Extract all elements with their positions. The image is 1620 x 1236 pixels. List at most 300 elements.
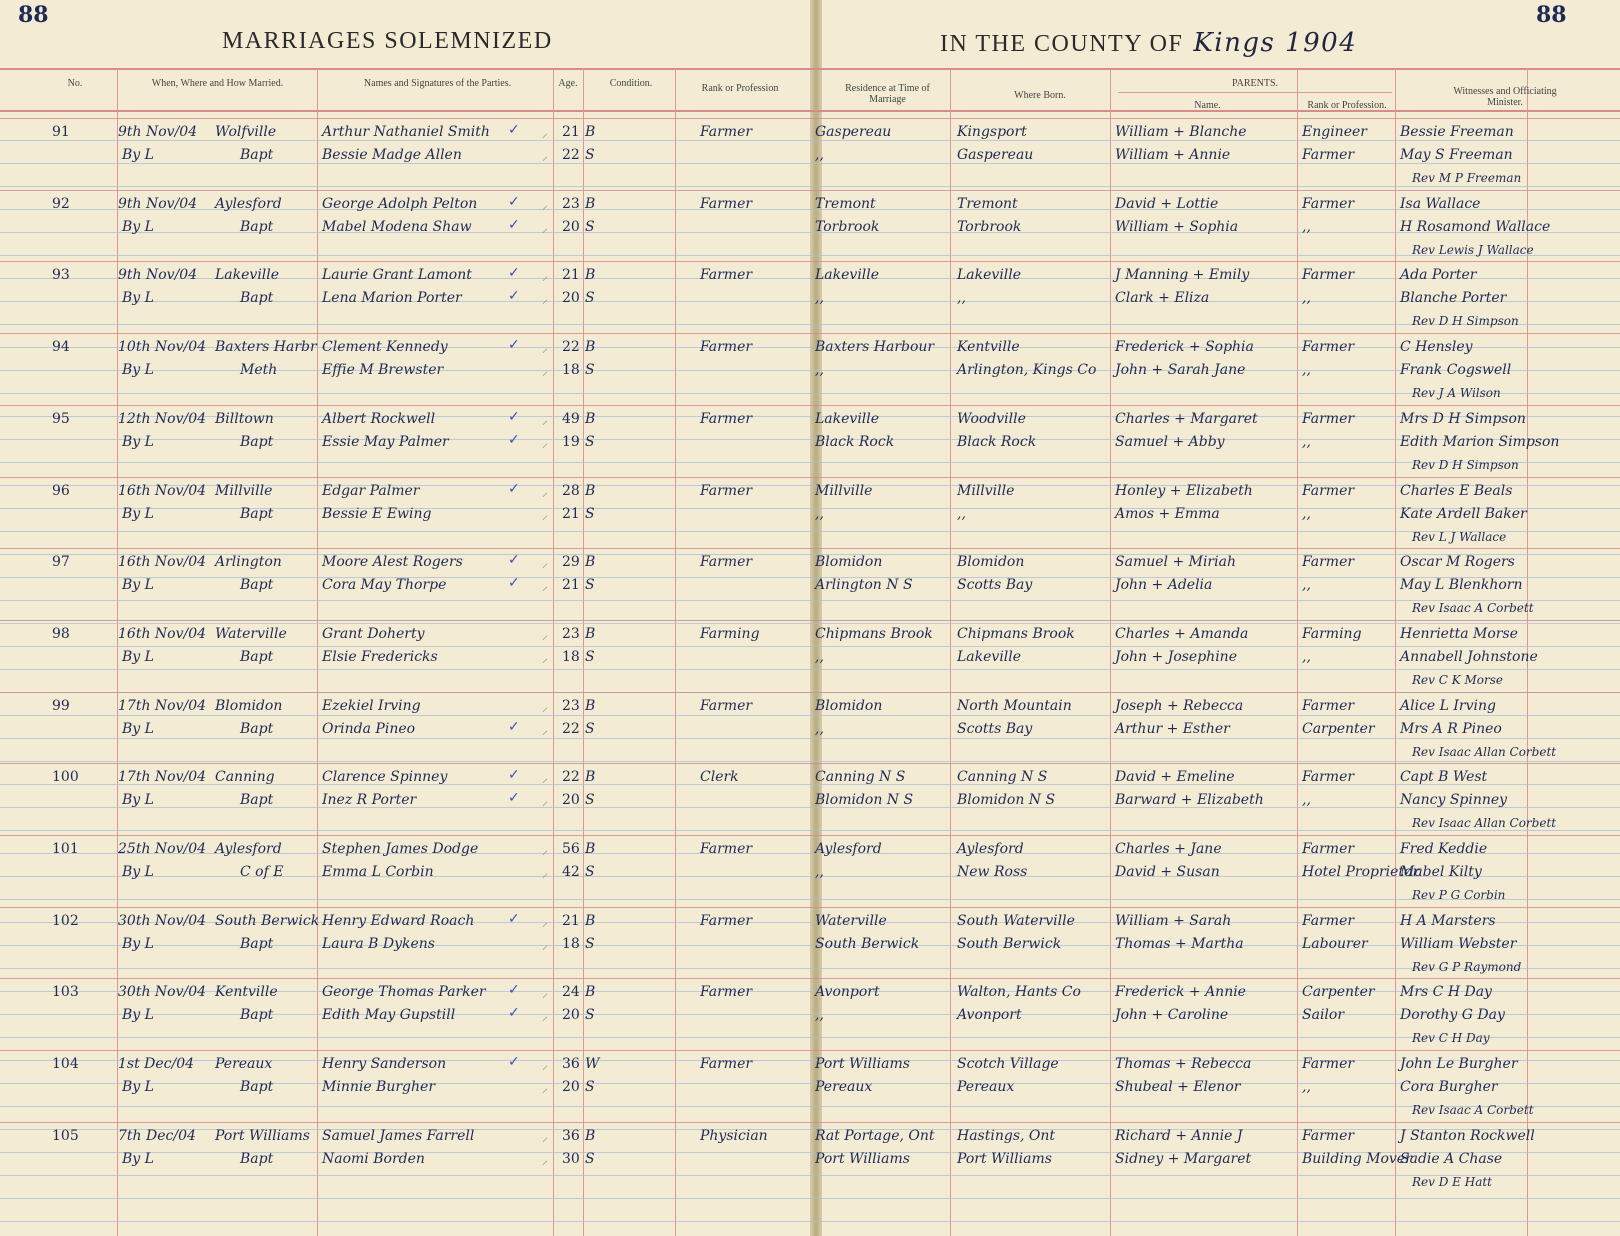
- groom-profession: Farmer: [700, 195, 753, 212]
- entry-place: Aylesford: [215, 195, 282, 212]
- bride-birthplace: Blomidon N S: [957, 792, 1056, 809]
- pencil-tick-icon: ⸝: [542, 986, 549, 1001]
- bride-name: Edith May Gupstill: [322, 1007, 456, 1024]
- parents-divider: [1118, 92, 1392, 93]
- witness-one: Henrietta Morse: [1400, 625, 1518, 642]
- pencil-tick-icon: ⸝: [542, 149, 549, 163]
- entry-licence: By L: [122, 864, 154, 880]
- groom-birthplace: Chipmans Brook: [957, 625, 1075, 642]
- bride-father-profession: ,,: [1302, 792, 1311, 809]
- pencil-tick-icon: ⸝: [542, 1058, 549, 1073]
- groom-birthplace: North Mountain: [957, 697, 1072, 714]
- groom-profession: Farmer: [700, 410, 753, 427]
- bride-name: Mabel Modena Shaw: [322, 218, 472, 235]
- entry-number: 99: [52, 697, 70, 714]
- groom-profession: Clerk: [700, 769, 739, 786]
- pencil-tick-icon: ⸝: [542, 435, 549, 450]
- header-age: Age.: [558, 78, 578, 89]
- entry-place: Blomidon: [215, 697, 283, 714]
- groom-check-mark: ✓: [508, 265, 520, 282]
- entry-place: Lakeville: [215, 267, 280, 284]
- groom-residence: Waterville: [815, 912, 887, 929]
- groom-birthplace: South Waterville: [957, 912, 1075, 929]
- entry-denomination: Bapt: [240, 935, 274, 952]
- ruled-line: [0, 738, 1620, 739]
- witness-one: John Le Burgher: [1400, 1056, 1518, 1073]
- witness-two: Mrs A R Pineo: [1400, 720, 1502, 737]
- entry-number: 95: [52, 410, 70, 427]
- groom-residence: Baxters Harbour: [815, 339, 935, 356]
- entry-separator: [0, 835, 1620, 836]
- witness-two: Nancy Spinney: [1400, 792, 1508, 809]
- bride-check-mark: ✓: [508, 575, 520, 592]
- witness-one: C Hensley: [1400, 339, 1473, 356]
- entry-licence: By L: [122, 577, 154, 594]
- bride-name: Lena Marion Porter: [322, 290, 462, 307]
- bride-birthplace: Arlington, Kings Co: [957, 362, 1097, 379]
- groom-birthplace: Millville: [957, 482, 1015, 499]
- ruled-line: [0, 186, 1620, 187]
- bride-residence: ,,: [815, 505, 824, 522]
- groom-age: 22: [562, 339, 580, 356]
- header-parent-name: Name.: [1194, 100, 1221, 111]
- witness-two: Annabell Johnstone: [1400, 648, 1538, 665]
- groom-age: 36: [562, 1056, 580, 1073]
- entry-licence: By L: [122, 720, 154, 737]
- pencil-tick-icon: ⸝: [542, 341, 549, 356]
- entry-place: Aylesford: [215, 841, 282, 857]
- groom-residence: Aylesford: [815, 841, 882, 857]
- entry-denomination: Bapt: [240, 792, 274, 809]
- pencil-tick-icon: ⸝: [542, 412, 549, 427]
- bride-condition: S: [585, 1150, 595, 1167]
- groom-residence: Blomidon: [815, 697, 883, 714]
- groom-age: 29: [562, 554, 580, 571]
- entry-denomination: Bapt: [240, 648, 274, 665]
- bride-condition: S: [585, 1007, 595, 1024]
- bride-parents: Amos + Emma: [1115, 505, 1220, 522]
- entry-number: 98: [52, 625, 70, 642]
- groom-profession: Farmer: [700, 984, 753, 1001]
- groom-age: 23: [562, 697, 580, 714]
- bride-condition: S: [585, 218, 595, 235]
- entry-separator: [0, 978, 1620, 979]
- bride-father-profession: ,,: [1302, 648, 1311, 665]
- county-handwritten: Kings 1904: [1193, 28, 1358, 58]
- header-top-rule: [0, 68, 1620, 70]
- groom-check-mark: ✓: [508, 767, 520, 784]
- title-right-text: IN THE COUNTY OF: [940, 31, 1184, 57]
- officiating-minister: Rev D H Simpson: [1412, 457, 1519, 472]
- bride-birthplace: Pereaux: [957, 1079, 1015, 1096]
- groom-name: Albert Rockwell: [322, 410, 436, 427]
- entry-number: 96: [52, 482, 70, 499]
- groom-age: 21: [562, 124, 580, 140]
- witness-one: Fred Keddie: [1400, 841, 1488, 857]
- entry-place: Wolfville: [215, 124, 277, 140]
- bride-birthplace: Lakeville: [957, 648, 1022, 665]
- pencil-tick-icon: ⸝: [542, 1009, 549, 1024]
- entry-separator: [0, 1122, 1620, 1123]
- groom-birthplace: Scotch Village: [957, 1056, 1059, 1073]
- groom-birthplace: Aylesford: [957, 841, 1024, 857]
- officiating-minister: Rev J A Wilson: [1412, 386, 1501, 401]
- bride-age: 21: [562, 577, 580, 594]
- groom-birthplace: Canning N S: [957, 769, 1048, 786]
- pencil-tick-icon: ⸝: [542, 794, 549, 809]
- groom-father-profession: Farmer: [1302, 841, 1355, 857]
- header-no: No.: [67, 78, 83, 89]
- witness-two: Cora Burgher: [1400, 1079, 1498, 1096]
- groom-condition: B: [585, 195, 596, 212]
- ruled-line: [0, 1198, 1620, 1199]
- bride-age: 20: [562, 1079, 580, 1096]
- groom-profession: Farmer: [700, 482, 753, 499]
- officiating-minister: Rev Lewis J Wallace: [1412, 242, 1534, 257]
- witness-two: Frank Cogswell: [1400, 362, 1512, 379]
- groom-parents: Charles + Amanda: [1115, 625, 1249, 642]
- entry-denomination: Bapt: [240, 290, 274, 307]
- witness-one: Alice L Irving: [1400, 697, 1496, 714]
- entry-date: 10th Nov/04: [118, 339, 207, 356]
- bride-check-mark: ✓: [508, 431, 520, 448]
- entry-licence: By L: [122, 1150, 154, 1167]
- register-title-right: [940, 28, 1357, 58]
- bride-parents: Thomas + Martha: [1115, 935, 1244, 952]
- pencil-tick-icon: ⸝: [542, 722, 549, 737]
- bride-father-profession: Farmer: [1302, 147, 1355, 163]
- groom-residence: Chipmans Brook: [815, 625, 933, 642]
- groom-residence: Port Williams: [815, 1056, 910, 1073]
- bride-check-mark: ✓: [508, 718, 520, 735]
- officiating-minister: Rev Isaac A Corbett: [1412, 1103, 1534, 1118]
- groom-parents: Richard + Annie J: [1115, 1127, 1243, 1144]
- entry-denomination: Bapt: [240, 577, 274, 594]
- pencil-tick-icon: ⸝: [542, 269, 549, 284]
- entry-place: Arlington: [215, 554, 282, 571]
- groom-name: Arthur Nathaniel Smith: [322, 124, 490, 140]
- bride-name: Orinda Pineo: [322, 720, 416, 737]
- groom-birthplace: Tremont: [957, 195, 1018, 212]
- entry-date: 30th Nov/04: [118, 912, 207, 929]
- bride-residence: ,,: [815, 147, 824, 163]
- groom-birthplace: Walton, Hants Co: [957, 984, 1081, 1001]
- ruled-line: [0, 830, 1620, 831]
- bride-parents: David + Susan: [1115, 864, 1220, 880]
- ruled-line: [0, 393, 1620, 394]
- groom-check-mark: ✓: [508, 1054, 520, 1071]
- ruled-line: [0, 1221, 1620, 1222]
- groom-name: George Thomas Parker: [322, 984, 486, 1001]
- groom-parents: Thomas + Rebecca: [1115, 1056, 1252, 1073]
- groom-condition: W: [585, 1056, 600, 1073]
- pencil-tick-icon: ⸝: [542, 364, 549, 379]
- groom-profession: Farmer: [700, 697, 753, 714]
- pencil-tick-icon: ⸝: [542, 914, 549, 929]
- groom-name: Stephen James Dodge: [322, 841, 479, 857]
- groom-condition: B: [585, 267, 596, 284]
- bride-name: Bessie Madge Allen: [322, 147, 462, 163]
- groom-parents: Charles + Jane: [1115, 841, 1222, 857]
- bride-condition: S: [585, 864, 595, 880]
- entry-denomination: Bapt: [240, 1007, 274, 1024]
- pencil-tick-icon: ⸝: [542, 699, 549, 714]
- groom-name: Grant Doherty: [322, 625, 425, 642]
- groom-condition: B: [585, 769, 596, 786]
- bride-residence: Pereaux: [815, 1079, 873, 1096]
- bride-name: Elsie Fredericks: [322, 648, 438, 665]
- bride-residence: Torbrook: [815, 218, 880, 235]
- groom-condition: B: [585, 554, 596, 571]
- groom-name: Clement Kennedy: [322, 339, 448, 356]
- entry-licence: By L: [122, 218, 154, 235]
- groom-name: Ezekiel Irving: [322, 697, 421, 714]
- bride-parents: Arthur + Esther: [1115, 720, 1230, 737]
- entry-place: Kentville: [215, 984, 278, 1001]
- groom-check-mark: ✓: [508, 337, 520, 354]
- entry-date: 9th Nov/04: [118, 195, 198, 212]
- entry-separator: [0, 1050, 1620, 1051]
- groom-parents: Frederick + Annie: [1115, 984, 1246, 1001]
- groom-parents: David + Lottie: [1115, 195, 1219, 212]
- ruled-line: [0, 623, 1620, 624]
- groom-profession: Farmer: [700, 841, 753, 857]
- bride-condition: S: [585, 577, 595, 594]
- bride-father-profession: ,,: [1302, 505, 1311, 522]
- officiating-minister: Rev Isaac A Corbett: [1412, 601, 1534, 616]
- groom-father-profession: Farmer: [1302, 554, 1355, 571]
- bride-father-profession: ,,: [1302, 290, 1311, 307]
- witness-two: Edith Marion Simpson: [1400, 433, 1560, 450]
- bride-birthplace: Gaspereau: [957, 147, 1034, 163]
- ruled-line: [0, 255, 1620, 256]
- witness-two: H Rosamond Wallace: [1400, 218, 1551, 235]
- entry-licence: By L: [122, 362, 154, 379]
- entry-number: 94: [52, 339, 70, 356]
- bride-parents: William + Annie: [1115, 147, 1231, 163]
- entry-place: Billtown: [215, 410, 274, 427]
- groom-parents: Charles + Margaret: [1115, 410, 1258, 427]
- bride-residence: ,,: [815, 290, 824, 307]
- page-number-right: 88: [1536, 2, 1567, 28]
- groom-birthplace: Blomidon: [957, 554, 1025, 571]
- groom-profession: Farming: [700, 625, 760, 642]
- register-title-left: MARRIAGES SOLEMNIZED: [222, 28, 553, 54]
- groom-check-mark: ✓: [508, 122, 520, 138]
- bride-residence: Blomidon N S: [815, 792, 914, 809]
- groom-birthplace: Kentville: [957, 339, 1020, 356]
- bride-name: Laura B Dykens: [322, 935, 435, 952]
- entry-date: 16th Nov/04: [118, 625, 207, 642]
- groom-father-profession: Farmer: [1302, 195, 1355, 212]
- bride-father-profession: ,,: [1302, 577, 1311, 594]
- groom-age: 23: [562, 625, 580, 642]
- groom-name: George Adolph Pelton: [322, 195, 478, 212]
- groom-profession: Farmer: [700, 339, 753, 356]
- groom-birthplace: Woodville: [957, 410, 1026, 427]
- entry-number: 105: [52, 1127, 79, 1144]
- bride-age: 18: [562, 362, 580, 379]
- ruled-line: [0, 163, 1620, 164]
- bride-condition: S: [585, 935, 595, 952]
- ruled-line: [0, 531, 1620, 532]
- entry-date: 1st Dec/04: [118, 1056, 195, 1073]
- groom-name: Samuel James Farrell: [322, 1127, 475, 1144]
- header-parents: PARENTS.: [1231, 78, 1279, 89]
- entry-licence: By L: [122, 1079, 154, 1096]
- groom-birthplace: Hastings, Ont: [957, 1127, 1056, 1144]
- entry-number: 100: [52, 769, 79, 786]
- bride-age: 20: [562, 1007, 580, 1024]
- entry-separator: [0, 907, 1620, 908]
- bride-condition: S: [585, 792, 595, 809]
- groom-age: 28: [562, 482, 580, 499]
- entry-denomination: Bapt: [240, 147, 274, 163]
- bride-birthplace: ,,: [957, 290, 966, 307]
- witness-one: Charles E Beals: [1400, 482, 1513, 499]
- bride-name: Bessie E Ewing: [322, 505, 432, 522]
- groom-check-mark: ✓: [508, 910, 520, 927]
- groom-residence: Tremont: [815, 195, 876, 212]
- officiating-minister: Rev D H Simpson: [1412, 314, 1519, 329]
- bride-name: Cora May Thorpe: [322, 577, 447, 594]
- witness-two: William Webster: [1400, 935, 1517, 952]
- entry-date: 17th Nov/04: [118, 697, 207, 714]
- ruled-line: [0, 761, 1620, 762]
- groom-residence: Millville: [815, 482, 873, 499]
- ruled-line: [0, 1037, 1620, 1038]
- groom-check-mark: ✓: [508, 982, 520, 999]
- entry-date: 30th Nov/04: [118, 984, 207, 1001]
- pencil-tick-icon: ⸝: [542, 507, 549, 522]
- witness-one: H A Marsters: [1400, 912, 1496, 929]
- groom-father-profession: Farmer: [1302, 410, 1355, 427]
- groom-father-profession: Farmer: [1302, 482, 1355, 499]
- bride-condition: S: [585, 505, 595, 522]
- entry-number: 101: [52, 841, 79, 857]
- groom-profession: Physician: [700, 1127, 768, 1144]
- witness-two: Dorothy G Day: [1400, 1007, 1505, 1024]
- entry-licence: By L: [122, 792, 154, 809]
- bride-parents: Barward + Elizabeth: [1115, 792, 1264, 809]
- bride-check-mark: ✓: [508, 288, 520, 305]
- header-parent-rank: Rank or Profession.: [1307, 100, 1387, 111]
- bride-father-profession: ,,: [1302, 218, 1311, 235]
- groom-father-profession: Carpenter: [1302, 984, 1375, 1001]
- bride-parents: Sidney + Margaret: [1115, 1150, 1252, 1167]
- ruled-line: [0, 140, 1620, 141]
- bride-name: Emma L Corbin: [322, 864, 434, 880]
- groom-condition: B: [585, 841, 596, 857]
- entry-separator: [0, 620, 1620, 621]
- groom-name: Edgar Palmer: [322, 482, 420, 499]
- bride-residence: Black Rock: [815, 433, 895, 450]
- entry-separator: [0, 118, 1620, 119]
- groom-residence: Rat Portage, Ont: [815, 1127, 935, 1144]
- pencil-tick-icon: ⸝: [542, 556, 549, 571]
- bride-father-profession: Carpenter: [1302, 720, 1375, 737]
- bride-condition: S: [585, 362, 595, 379]
- witness-one: Capt B West: [1400, 769, 1488, 786]
- bride-father-profession: ,,: [1302, 362, 1311, 379]
- entry-denomination: Bapt: [240, 505, 274, 522]
- groom-age: 23: [562, 195, 580, 212]
- groom-name: Henry Edward Roach: [322, 912, 475, 929]
- groom-father-profession: Farmer: [1302, 1127, 1355, 1144]
- groom-parents: J Manning + Emily: [1115, 267, 1250, 284]
- bride-parents: Samuel + Abby: [1115, 433, 1225, 450]
- pencil-tick-icon: ⸝: [542, 771, 549, 786]
- entry-number: 92: [52, 195, 70, 212]
- groom-profession: Farmer: [700, 1056, 753, 1073]
- groom-profession: Farmer: [700, 124, 753, 140]
- bride-birthplace: South Berwick: [957, 935, 1062, 952]
- entry-number: 91: [52, 124, 70, 140]
- bride-check-mark: ✓: [508, 1005, 520, 1022]
- bride-parents: Clark + Eliza: [1115, 290, 1210, 307]
- ruled-line: [0, 669, 1620, 670]
- groom-condition: B: [585, 625, 596, 642]
- groom-condition: B: [585, 410, 596, 427]
- groom-parents: Joseph + Rebecca: [1115, 697, 1244, 714]
- bride-residence: ,,: [815, 1007, 824, 1024]
- bride-name: Essie May Palmer: [322, 433, 449, 450]
- entry-date: 16th Nov/04: [118, 554, 207, 571]
- bride-birthplace: Port Williams: [957, 1150, 1052, 1167]
- pencil-tick-icon: ⸝: [542, 866, 549, 880]
- bride-name: Effie M Brewster: [322, 362, 444, 379]
- bride-age: 18: [562, 935, 580, 952]
- entry-separator: [0, 548, 1620, 549]
- bride-condition: S: [585, 290, 595, 307]
- officiating-minister: Rev Isaac Allan Corbett: [1412, 816, 1557, 831]
- groom-age: 21: [562, 267, 580, 284]
- groom-check-mark: ✓: [508, 193, 520, 210]
- witness-one: J Stanton Rockwell: [1400, 1127, 1535, 1144]
- witness-one: Oscar M Rogers: [1400, 554, 1515, 571]
- groom-residence: Blomidon: [815, 554, 883, 571]
- groom-parents: Frederick + Sophia: [1115, 339, 1254, 356]
- groom-father-profession: Farmer: [1302, 267, 1355, 284]
- groom-age: 49: [562, 410, 580, 427]
- bride-residence: South Berwick: [815, 935, 920, 952]
- entry-number: 102: [52, 912, 79, 929]
- ruled-line: [0, 715, 1620, 716]
- pencil-tick-icon: ⸝: [542, 1081, 549, 1096]
- bride-residence: Port Williams: [815, 1150, 910, 1167]
- entry-licence: By L: [122, 290, 154, 307]
- groom-residence: Canning N S: [815, 769, 906, 786]
- groom-age: 36: [562, 1127, 580, 1144]
- groom-father-profession: Farmer: [1302, 769, 1355, 786]
- entry-denomination: Meth: [240, 362, 278, 379]
- witness-two: May S Freeman: [1400, 147, 1513, 163]
- entry-place: South Berwick: [215, 912, 320, 929]
- pencil-tick-icon: ⸝: [542, 126, 549, 140]
- entry-place: Canning: [215, 769, 275, 786]
- witness-one: Ada Porter: [1400, 267, 1477, 284]
- witness-two: Sadie A Chase: [1400, 1150, 1503, 1167]
- header-witnesses: Witnesses and Officiating Minister.: [1453, 86, 1557, 108]
- bride-birthplace: ,,: [957, 505, 966, 522]
- bride-parents: Shubeal + Elenor: [1115, 1079, 1241, 1096]
- groom-residence: Lakeville: [815, 410, 880, 427]
- bride-residence: ,,: [815, 648, 824, 665]
- entry-separator: [0, 763, 1620, 764]
- entry-date: 16th Nov/04: [118, 482, 207, 499]
- bride-birthplace: New Ross: [957, 864, 1028, 880]
- bride-father-profession: ,,: [1302, 433, 1311, 450]
